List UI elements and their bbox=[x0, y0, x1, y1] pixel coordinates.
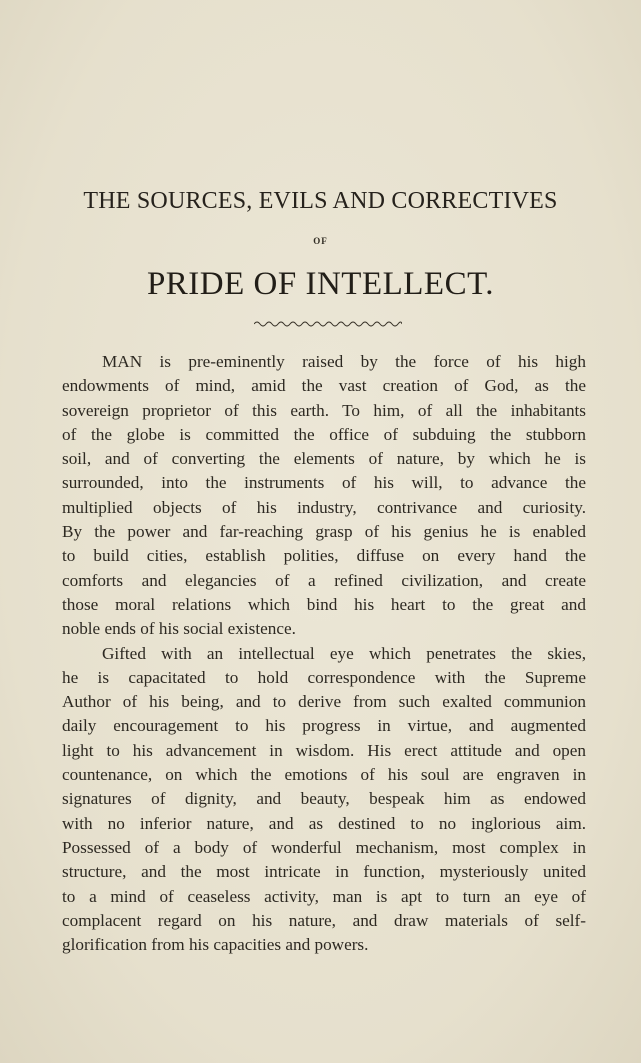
chapter-subject: PRIDE OF INTELLECT. bbox=[146, 266, 495, 302]
text-line: structure, and the most intricate in function, mysteriously united bbox=[62, 862, 586, 882]
text-line: he is capacitated to hold correspondence with the Supreme bbox=[62, 667, 586, 687]
text-line: light to his advancement in wisdom. His erect attitude and open bbox=[62, 740, 586, 760]
text-line: surrounded, into the instruments of his will, to advance the bbox=[62, 473, 586, 493]
text-line: glorification from his capacities and powers. bbox=[62, 935, 369, 955]
text-line: sovereign proprietor of this earth. To him, of all the inhabitants bbox=[62, 400, 586, 420]
text-line: signatures of dignity, and beauty, bespeak him as endowed bbox=[62, 789, 586, 809]
text-line: soil, and of converting the elements of nature, by which he is bbox=[62, 449, 586, 469]
text-line: to a mind of ceaseless activity, man is apt to turn an eye of bbox=[62, 886, 586, 906]
body-text bbox=[62, 350, 586, 957]
text-line: endowments of mind, amid the vast creation of God, as the bbox=[62, 376, 586, 396]
chapter-title: THE SOURCES, EVILS AND CORRECTIVES bbox=[83, 188, 558, 214]
text-line: By the power and far-reaching grasp of his genius he is enabled bbox=[62, 522, 586, 542]
text-line: multiplied objects of his industry, contrivance and curiosity. bbox=[62, 497, 586, 517]
paragraph-2 bbox=[62, 642, 586, 958]
ornamental-divider bbox=[254, 318, 402, 330]
text-line: comforts and elegancies of a refined civilization, and create bbox=[62, 570, 586, 590]
text-line: Author of his being, and to derive from such exalted communion bbox=[62, 692, 586, 712]
text-line: countenance, on which the emotions of his soul are engraven in bbox=[62, 765, 586, 785]
chapter-title-connector: OF bbox=[313, 236, 328, 246]
text-line: daily encouragement to his progress in virtue, and augmented bbox=[62, 716, 586, 736]
text-line: to build cities, establish polities, diffuse on every hand the bbox=[62, 546, 586, 566]
text-line: noble ends of his social existence. bbox=[62, 619, 296, 639]
text-line: complacent regard on his nature, and draw materials of self- bbox=[62, 910, 586, 930]
text-line: Possessed of a body of wonderful mechanism, most complex in bbox=[62, 837, 586, 857]
text-line: MAN is pre-eminently raised by the force of his high bbox=[102, 352, 586, 371]
paragraph-1 bbox=[62, 350, 586, 642]
text-line: with no inferior nature, and as destined to no inglorious aim. bbox=[62, 813, 586, 833]
text-line: Gifted with an intellectual eye which penetrates the skies, bbox=[102, 643, 586, 663]
text-line: of the globe is committed the office of subduing the stubborn bbox=[62, 424, 586, 444]
text-line: those moral relations which bind his heart to the great and bbox=[62, 594, 586, 614]
